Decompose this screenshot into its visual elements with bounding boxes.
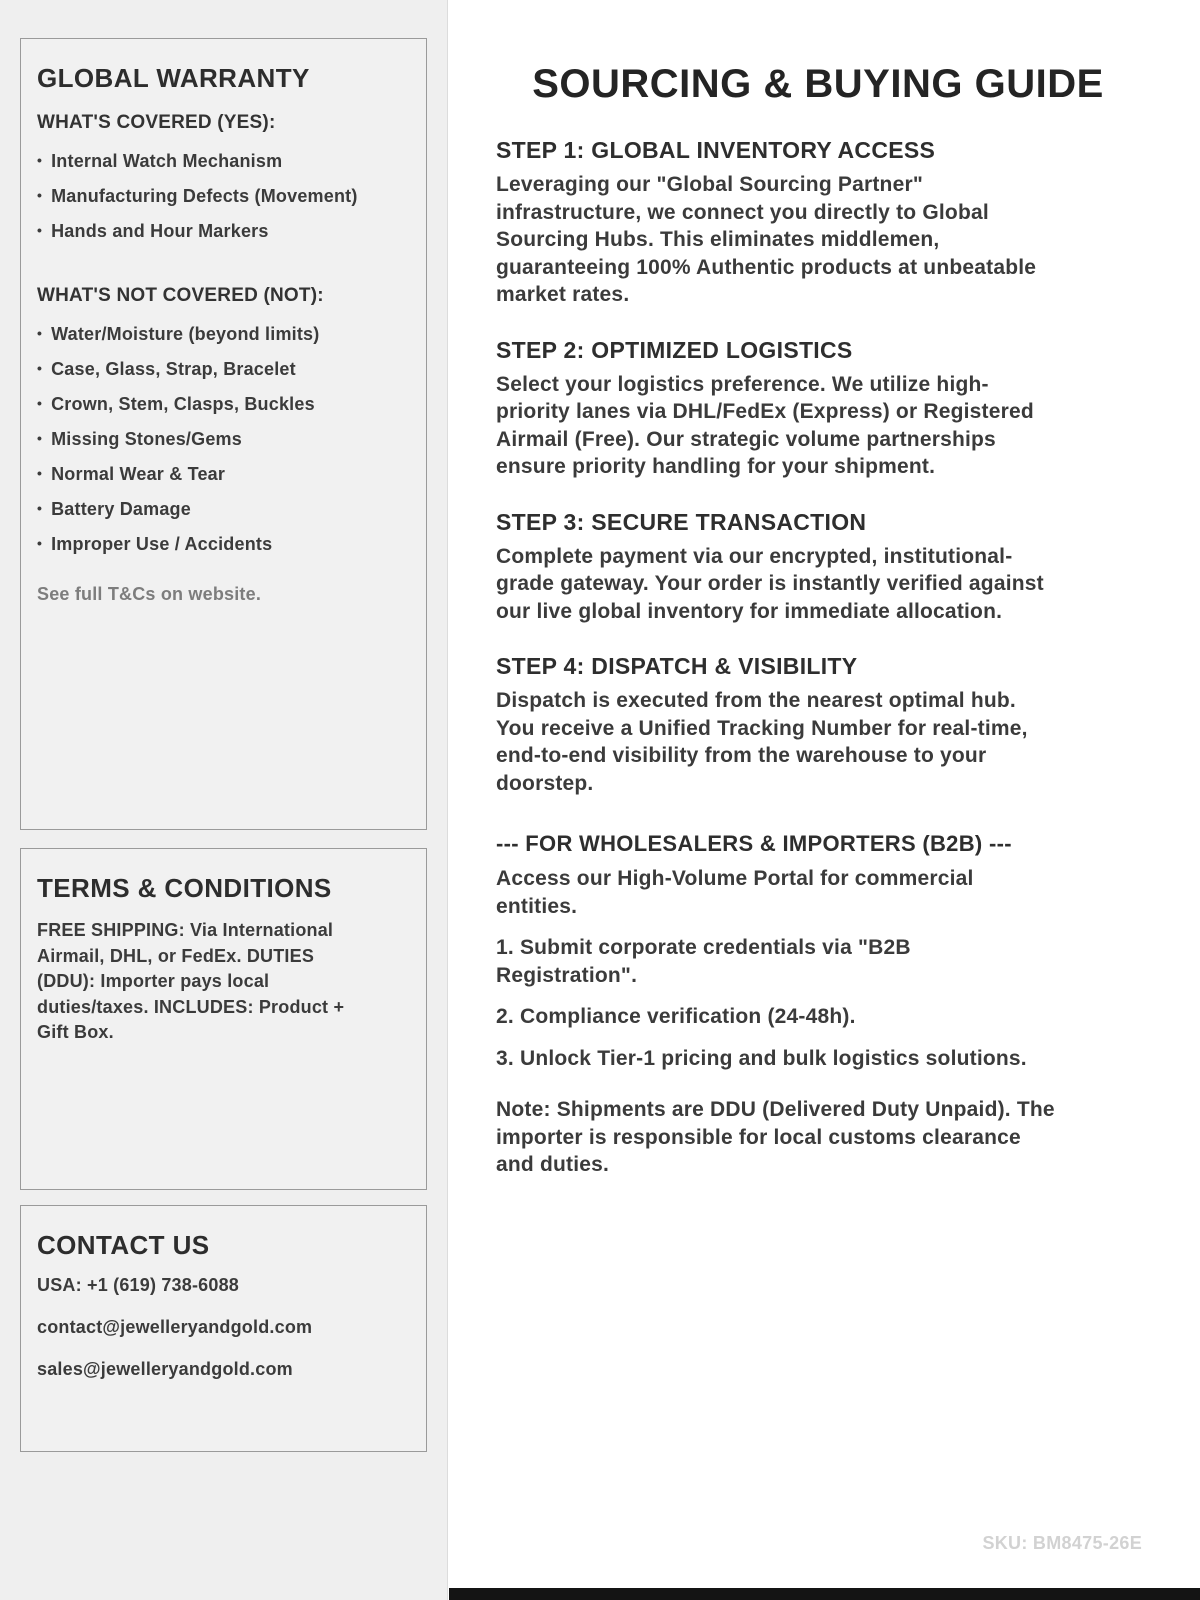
step-3-heading: STEP 3: SECURE TRANSACTION xyxy=(496,508,867,535)
b2b-section xyxy=(496,831,1140,1179)
list-item: • Internal Watch Mechanism xyxy=(37,144,410,179)
list-item: • Manufacturing Defects (Movement) xyxy=(37,179,410,214)
step-3-body: Complete payment via our encrypted, institutional-grade gateway. Your order is instantly verified against our live global inventory for immediate allocation. xyxy=(496,544,1044,623)
list-item: • Case, Glass, Strap, Bracelet xyxy=(37,352,410,387)
b2b-note: Note: Shipments are DDU (Delivered Duty Unpaid). The importer is responsible for local customs clearance and duties. xyxy=(496,1098,1055,1176)
sourcing-guide xyxy=(449,0,1200,1600)
list-item: • Water/Moisture (beyond limits) xyxy=(37,317,410,352)
step-2 xyxy=(496,337,1140,481)
contact-email-sales: sales@jewelleryandgold.com xyxy=(37,1359,293,1379)
step-2-heading: STEP 2: OPTIMIZED LOGISTICS xyxy=(496,336,853,363)
covered-subtitle: WHAT'S COVERED (YES): xyxy=(37,112,276,133)
list-item: • Crown, Stem, Clasps, Buckles xyxy=(37,387,410,422)
page-title: SOURCING & BUYING GUIDE xyxy=(532,62,1104,106)
not-covered-list xyxy=(37,317,410,562)
b2b-item-3: 3. Unlock Tier-1 pricing and bulk logistics solutions. xyxy=(496,1046,1027,1070)
terms-body: FREE SHIPPING: Via International Airmail, DHL, or FedEx. DUTIES (DDU): Importer pays local duties/taxes. INCLUDES: Product + Gift Box. xyxy=(37,920,345,1042)
step-1-heading: STEP 1: GLOBAL INVENTORY ACCESS xyxy=(496,137,936,163)
step-3 xyxy=(496,509,1140,626)
contact-email-primary: contact@jewelleryandgold.com xyxy=(37,1317,313,1337)
b2b-item-1: 1. Submit corporate credentials via "B2B Registration". xyxy=(496,936,911,987)
step-4-heading: STEP 4: DISPATCH & VISIBILITY xyxy=(496,653,858,679)
step-1-body: Leveraging our "Global Sourcing Partner" infrastructure, we connect you directly to Global Sourcing Hubs. This eliminates middlemen, guaranteeing 100% Authentic products at unbeatable market rates. xyxy=(496,173,1037,306)
terms-panel xyxy=(20,848,427,1190)
info-sidebar xyxy=(0,0,448,1600)
global-warranty-panel xyxy=(20,38,427,830)
step-1 xyxy=(496,137,1140,309)
contact-panel xyxy=(20,1205,427,1452)
step-4 xyxy=(496,653,1140,797)
step-4-body: Dispatch is executed from the nearest optimal hub. You receive a Unified Tracking Number for real-time, end-to-end visibility from the warehouse to your doorstep. xyxy=(496,689,1028,795)
not-covered-subtitle: WHAT'S NOT COVERED (NOT): xyxy=(37,285,324,306)
contact-title: CONTACT US xyxy=(37,1230,210,1260)
contact-phone: USA: +1 (619) 738-6088 xyxy=(37,1275,240,1295)
sku-label: SKU: BM8475-26E xyxy=(982,1533,1142,1553)
step-2-body: Select your logistics preference. We utilize high-priority lanes via DHL/FedEx (Express) or Registered Airmail (Free). Our strategic volume partnerships ensure priority handling for your shipment. xyxy=(496,372,1034,478)
bottom-divider-strip xyxy=(449,1588,1200,1600)
b2b-intro: Access our High-Volume Portal for commercial entities. xyxy=(496,867,974,918)
terms-title: TERMS & CONDITIONS xyxy=(37,873,332,903)
list-item: • Improper Use / Accidents xyxy=(37,527,410,562)
list-item: • Missing Stones/Gems xyxy=(37,422,410,457)
list-item: • Normal Wear & Tear xyxy=(37,457,410,492)
b2b-item-2: 2. Compliance verification (24-48h). xyxy=(496,1005,856,1028)
list-item: • Battery Damage xyxy=(37,492,410,527)
covered-list xyxy=(37,144,410,249)
warranty-footnote: See full T&Cs on website. xyxy=(37,584,262,604)
list-item: • Hands and Hour Markers xyxy=(37,214,410,249)
b2b-heading: --- FOR WHOLESALERS & IMPORTERS (B2B) --- xyxy=(496,831,1012,856)
warranty-title: GLOBAL WARRANTY xyxy=(37,63,310,93)
